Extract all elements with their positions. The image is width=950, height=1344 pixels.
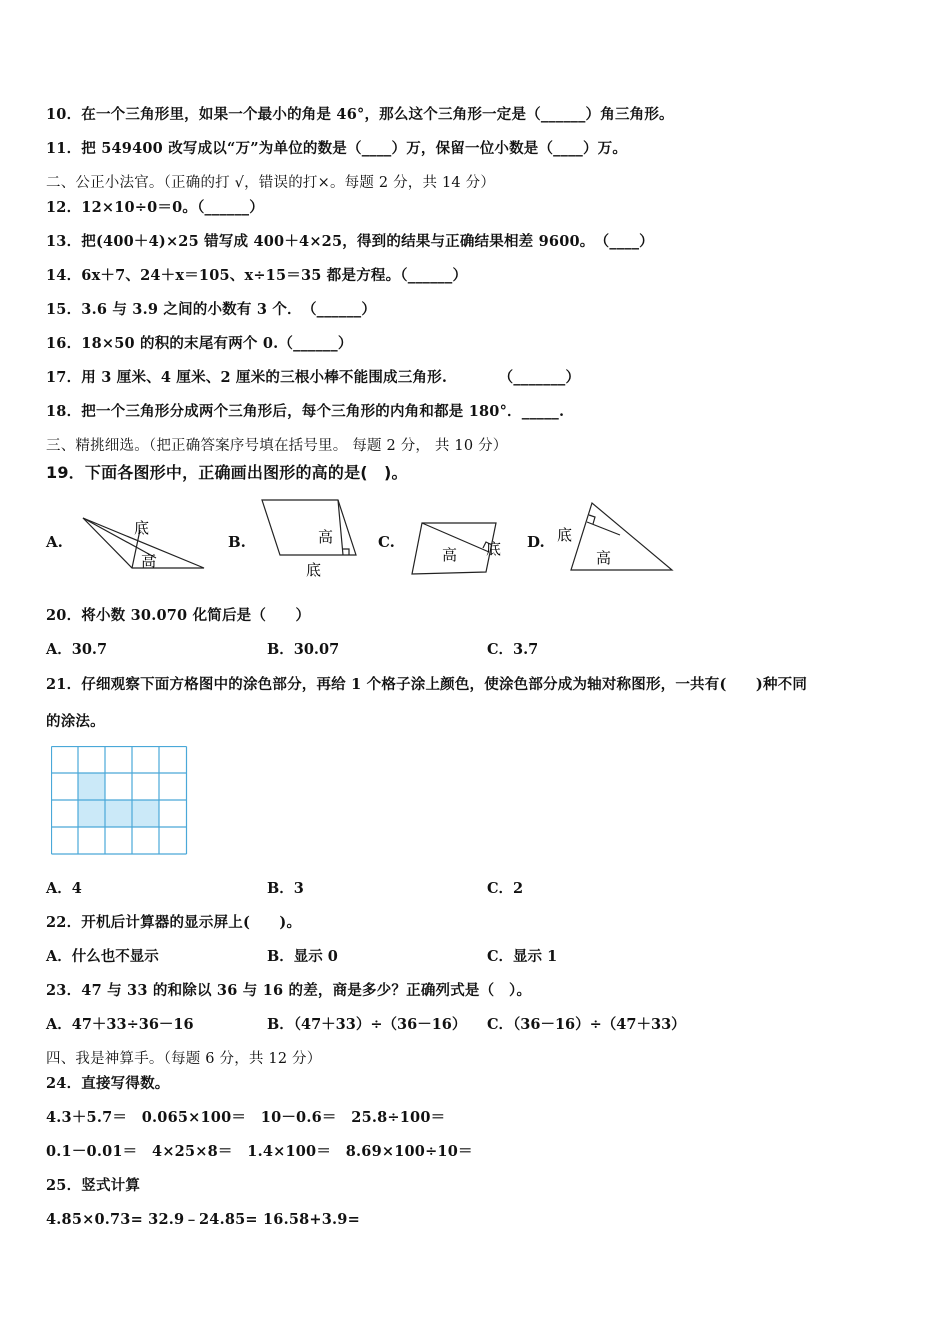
question-20: 20．将小数 30.070 化简后是（ ） xyxy=(46,607,311,624)
figure-b-parallelogram xyxy=(262,500,356,555)
question-24-row-1: 4.3＋5.7＝ 0.065×100＝ 10－0.6＝ 25.8÷100＝ xyxy=(46,1109,446,1126)
figure-d-base-label: 底 xyxy=(557,526,573,544)
figure-a-height-label: 高 xyxy=(141,552,157,570)
figure-d-height-label: 高 xyxy=(596,549,612,567)
q21-option-c: C．2 xyxy=(487,880,524,897)
question-11: 11．把 549400 改写成以“万”为单位的数是（____）万，保留一位小数是（____）万。 xyxy=(46,140,628,157)
question-25-row: 4.85×0.73= 32.9﹣24.85= 16.58+3.9= xyxy=(46,1211,360,1228)
question-13: 13．把(400＋4)×25 错写成 400＋4×25，得到的结果与正确结果相差 9600。 （____） xyxy=(46,233,654,250)
figure-d-triangle xyxy=(571,503,672,570)
figure-c-base-label: 底 xyxy=(486,540,502,558)
q21-option-a: A．4 xyxy=(46,880,82,897)
section-3-heading: 三、精挑细选。（把正确答案序号填在括号里。 每题 2 分， 共 10 分） xyxy=(46,438,508,454)
question-22: 22．开机后计算器的显示屏上( )。 xyxy=(46,914,302,931)
q23-option-c: C．（36－16）÷（47＋33） xyxy=(487,1016,686,1033)
q20-option-c: C．3.7 xyxy=(487,641,539,658)
question-14: 14．6x＋7、24＋x＝105、x÷15＝35 都是方程。（______） xyxy=(46,267,468,284)
figure-a-base-label: 底 xyxy=(134,519,150,537)
question-15: 15．3.6 与 3.9 之间的小数有 3 个． （______） xyxy=(46,301,377,318)
q22-option-c: C．显示 1 xyxy=(487,948,558,965)
question-21-line-2: 的涂法。 xyxy=(46,713,105,730)
q20-option-b: B．30.07 xyxy=(267,641,340,658)
q23-option-a: A．47＋33÷36－16 xyxy=(46,1016,194,1033)
q21-grid xyxy=(51,746,189,856)
question-17: 17．用 3 厘米、4 厘米、2 厘米的三根小棒不能围成三角形. （_______） xyxy=(46,369,581,386)
section-4-heading: 四、我是神算手。（每题 6 分，共 12 分） xyxy=(46,1051,322,1067)
question-25: 25．竖式计算 xyxy=(46,1177,141,1194)
question-24-row-2: 0.1－0.01＝ 4×25×8＝ 1.4×100＝ 8.69×100÷10＝ xyxy=(46,1143,473,1160)
grid-lines xyxy=(52,747,187,855)
q23-option-b: B．（47＋33）÷（36－16） xyxy=(267,1016,467,1033)
question-18: 18．把一个三角形分成两个三角形后，每个三角形的内角和都是 180°．_____. xyxy=(46,403,565,420)
figure-b-height-label: 高 xyxy=(318,528,334,546)
question-16: 16．18×50 的积的末尾有两个 0.（______） xyxy=(46,335,353,352)
figure-c-height-label: 高 xyxy=(442,546,458,564)
question-21-line-1: 21．仔细观察下面方格图中的涂色部分，再给 1 个格子涂上颜色，使涂色部分成为轴对称图形，一共有( )种不同 xyxy=(46,676,808,693)
question-12: 12．12×10÷0＝0。（______） xyxy=(46,199,264,216)
question-19: 19．下面各图形中，正确画出图形的高的是( )。 xyxy=(46,463,408,482)
q22-option-b: B．显示 0 xyxy=(267,948,338,965)
figure-label-a: A. xyxy=(46,533,63,551)
section-2-heading: 二、公正小法官。（正确的打 √，错误的打×。每题 2 分，共 14 分） xyxy=(46,175,496,191)
figure-b-base-label: 底 xyxy=(306,561,322,579)
question-23: 23．47 与 33 的和除以 36 与 16 的差，商是多少？正确列式是（ ）。 xyxy=(46,982,532,999)
question-24: 24．直接写得数。 xyxy=(46,1075,170,1092)
figure-label-d: D. xyxy=(527,533,545,551)
question-10: 10．在一个三角形里，如果一个最小的角是 46°，那么这个三角形一定是（______）角三角形。 xyxy=(46,106,674,123)
q22-option-a: A．什么也不显示 xyxy=(46,948,159,965)
q19-figures xyxy=(0,490,700,590)
q21-option-b: B．3 xyxy=(267,880,304,897)
q20-option-a: A．30.7 xyxy=(46,641,108,658)
figure-label-b: B. xyxy=(228,533,246,551)
figure-label-c: C. xyxy=(378,533,395,551)
